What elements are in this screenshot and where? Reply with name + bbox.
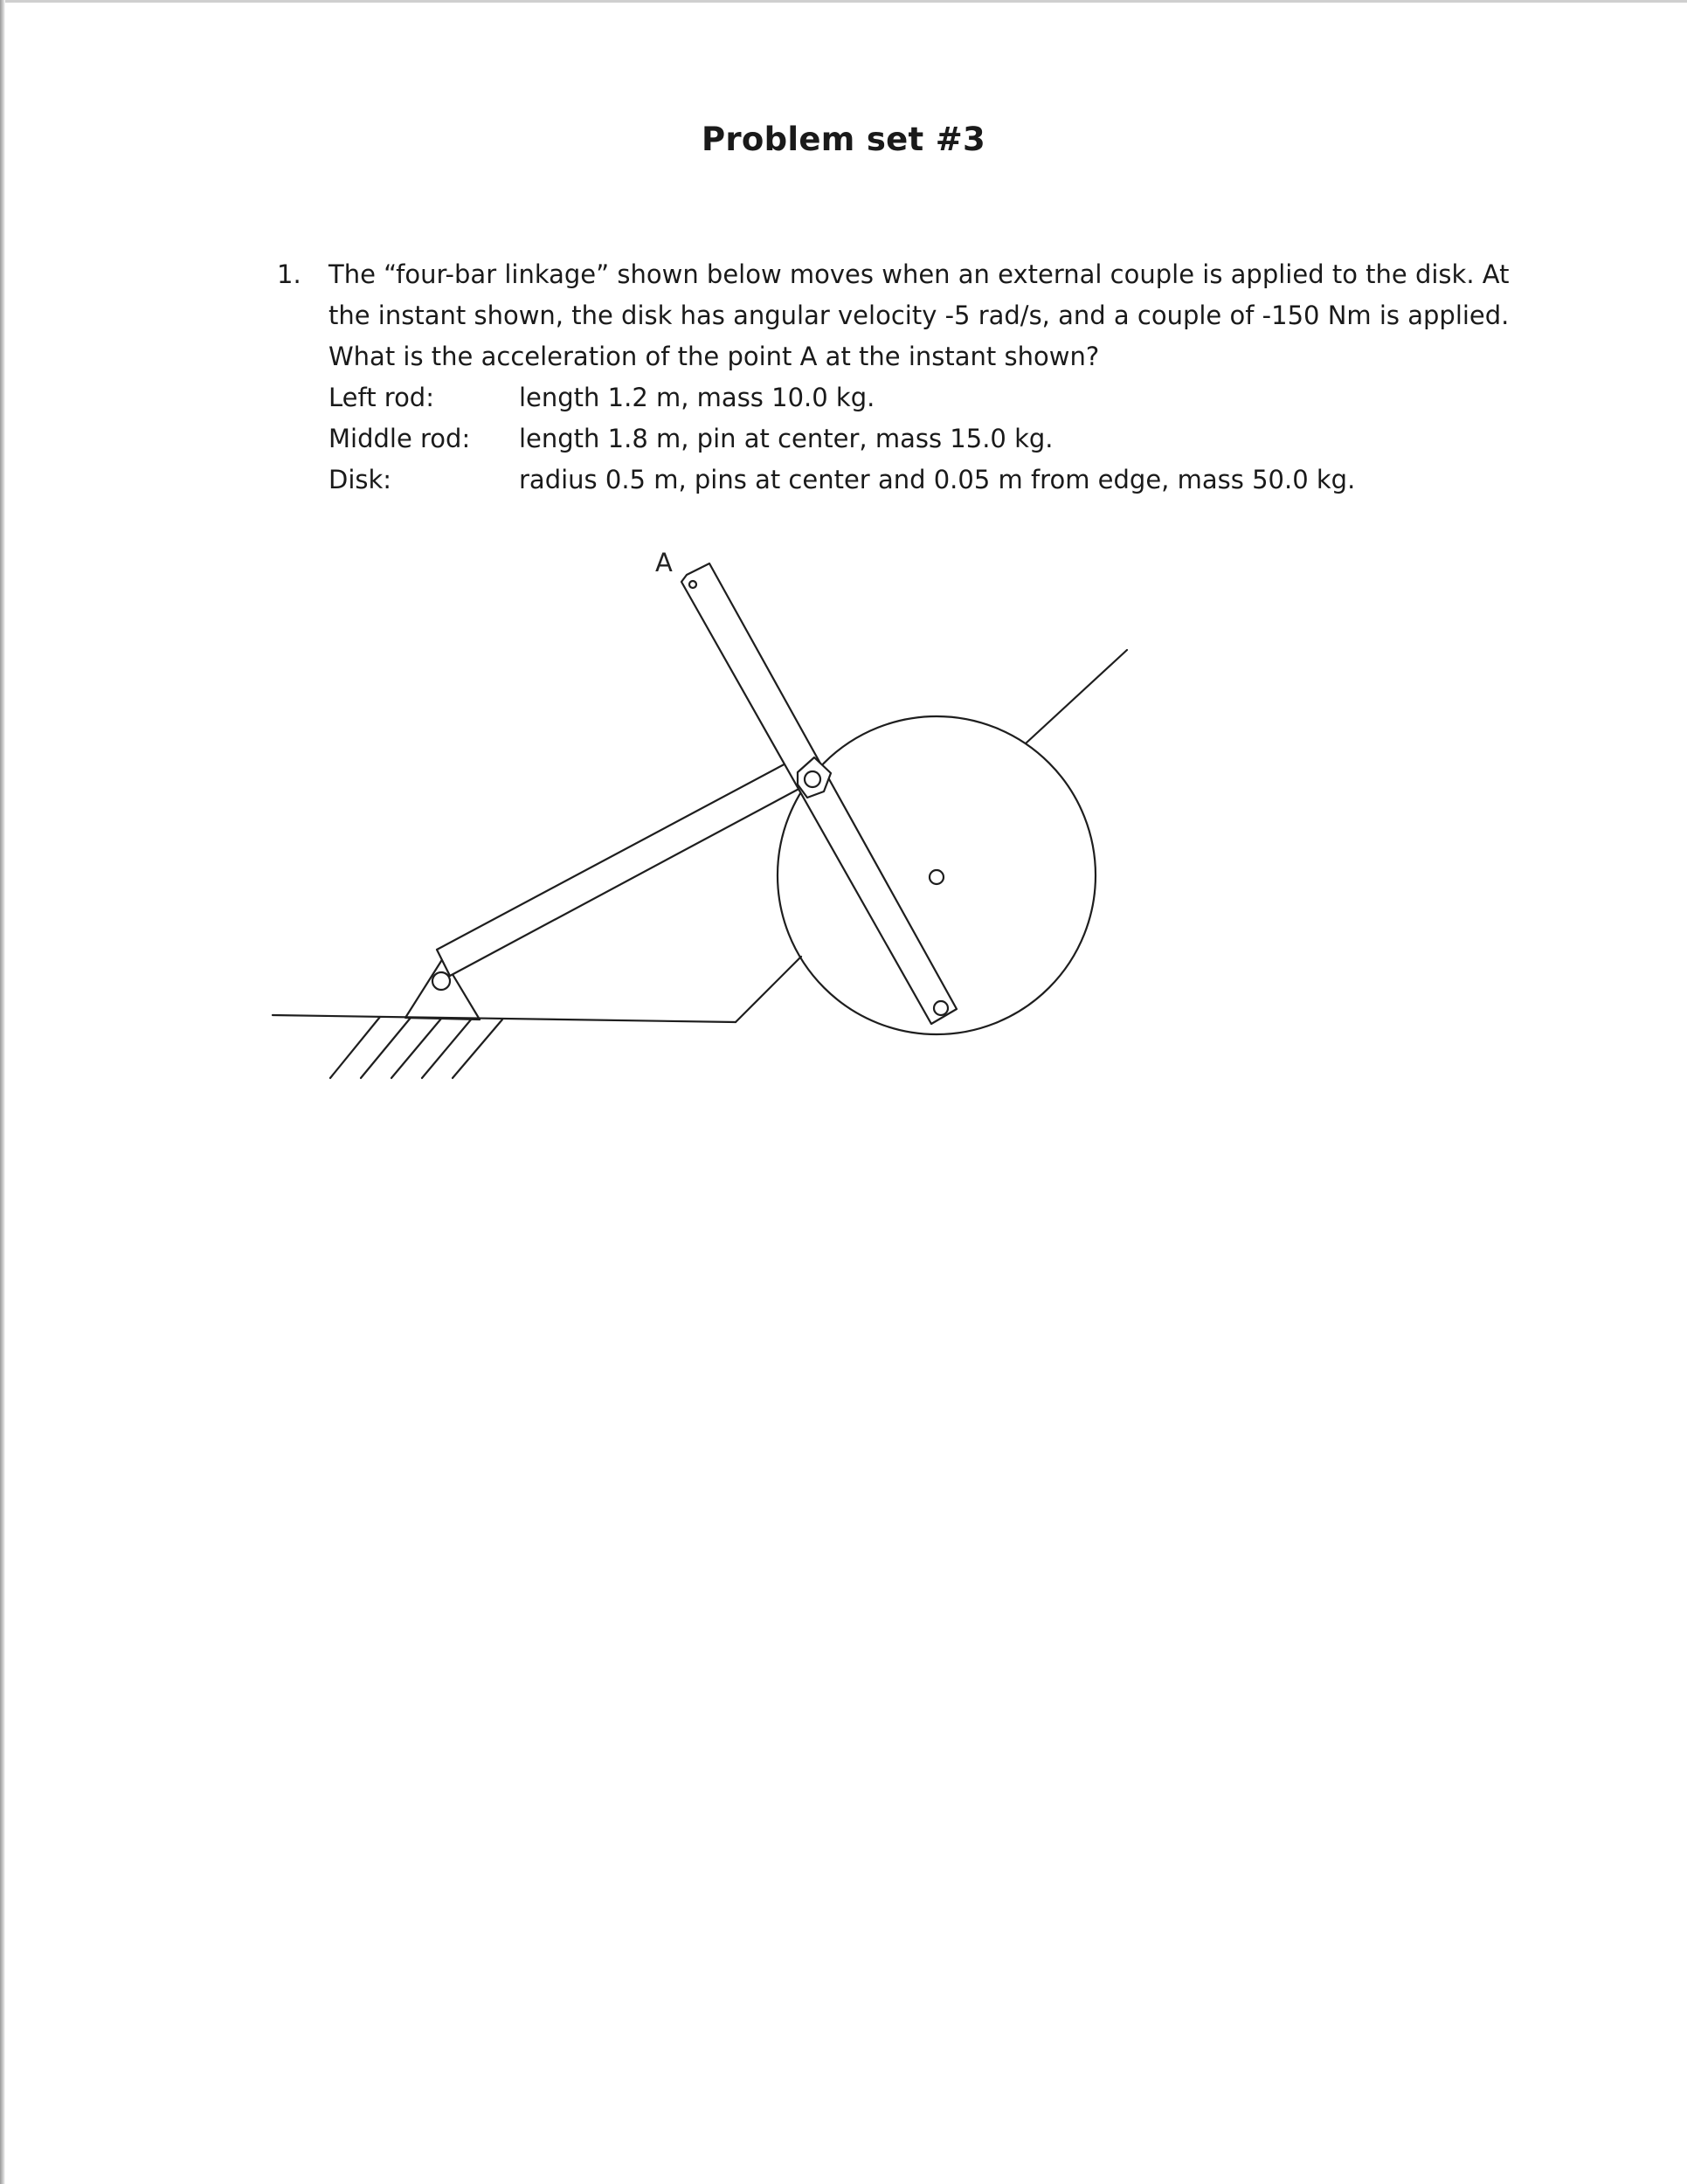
frame-link-lower — [736, 957, 801, 1022]
disk-center-pin — [930, 870, 944, 884]
ground-line — [273, 1015, 736, 1022]
spec-value-left-rod: length 1.2 m, mass 10.0 kg. — [519, 383, 875, 412]
question-line-3: What is the acceleration of the point A at the instant shown? — [328, 342, 1100, 371]
problem-number: 1. — [277, 259, 301, 289]
frame-link-upper — [1026, 650, 1127, 743]
spec-label-left-rod: Left rod: — [328, 383, 434, 412]
page-title: Problem set #3 — [701, 121, 986, 158]
question-line-2: the instant shown, the disk has angular velocity -5 rad/s, and a couple of -150 Nm is applied. — [328, 301, 1510, 330]
question-line-1: The “four-bar linkage” shown below moves when an external couple is applied to the disk. At — [328, 259, 1510, 289]
left-rod-ground-pin — [432, 972, 450, 990]
left-rod — [437, 754, 817, 976]
spec-value-middle-rod: length 1.8 m, pin at center, mass 15.0 kg. — [519, 424, 1054, 453]
point-a-label: A — [655, 548, 673, 577]
spec-value-disk: radius 0.5 m, pins at center and 0.05 m from edge, mass 50.0 kg. — [519, 465, 1356, 494]
spec-label-middle-rod: Middle rod: — [328, 424, 471, 453]
spec-label-disk: Disk: — [328, 465, 392, 494]
ground-hatching — [330, 1017, 502, 1078]
